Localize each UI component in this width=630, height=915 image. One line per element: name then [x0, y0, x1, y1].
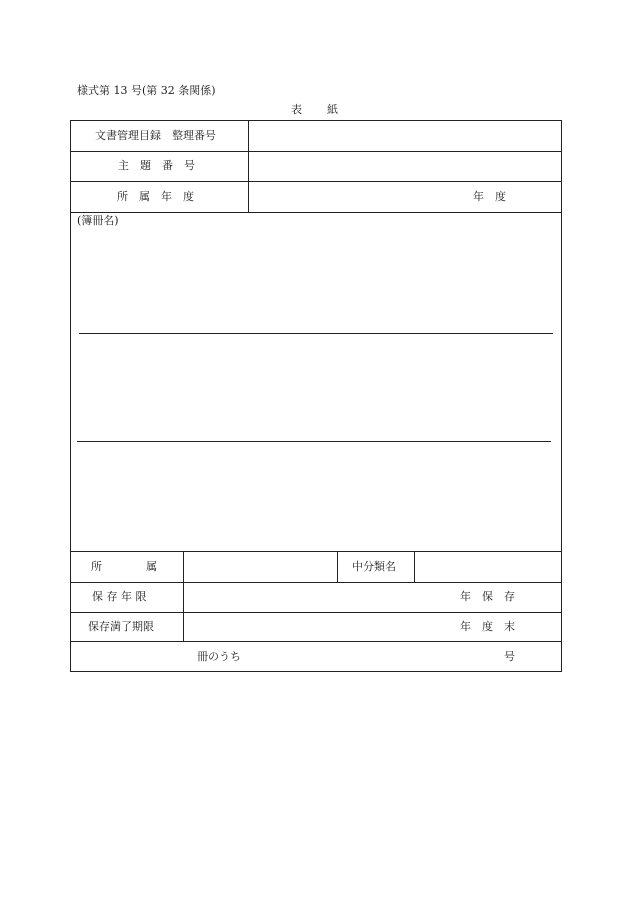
retention-period-label: 保 存 年 限: [92, 590, 147, 603]
row-divider: [70, 212, 562, 213]
affiliation-field[interactable]: [190, 560, 330, 574]
row-divider: [70, 612, 562, 613]
column-divider: [414, 551, 415, 582]
retention-expiry-suffix: 年 度 末: [460, 620, 515, 633]
fiscal-year-suffix: 年 度: [473, 190, 506, 203]
retention-expiry-label: 保存満了期限: [88, 620, 154, 633]
row-divider: [70, 641, 562, 642]
retention-period-suffix: 年 保 存: [460, 590, 515, 603]
row-divider: [70, 551, 562, 552]
subject-number-label: 主 題 番 号: [118, 159, 195, 172]
row-divider: [70, 181, 562, 182]
column-divider: [248, 120, 249, 212]
doc-mgmt-number-label: 文書管理目録 整理番号: [95, 129, 216, 142]
row-divider: [70, 582, 562, 583]
form-title: 表 紙: [291, 103, 339, 116]
row-divider: [70, 151, 562, 152]
ledger-name-label: (簿冊名): [77, 214, 119, 227]
volume-label: 冊のうち: [197, 650, 241, 663]
volume-suffix: 号: [504, 650, 515, 663]
fiscal-year-label: 所 属 年 度: [117, 190, 194, 203]
form-number-heading: 様式第 13 号(第 32 条関係): [77, 84, 216, 97]
column-divider: [183, 551, 184, 641]
doc-mgmt-number-field[interactable]: [258, 129, 553, 143]
subject-number-field[interactable]: [258, 159, 553, 173]
mid-category-field[interactable]: [422, 560, 554, 574]
ledger-name-line-1: [79, 333, 553, 334]
affiliation-label: 所 属: [91, 560, 157, 573]
mid-category-label: 中分類名: [352, 560, 396, 573]
ledger-name-line-2: [77, 441, 551, 442]
column-divider: [337, 551, 338, 582]
